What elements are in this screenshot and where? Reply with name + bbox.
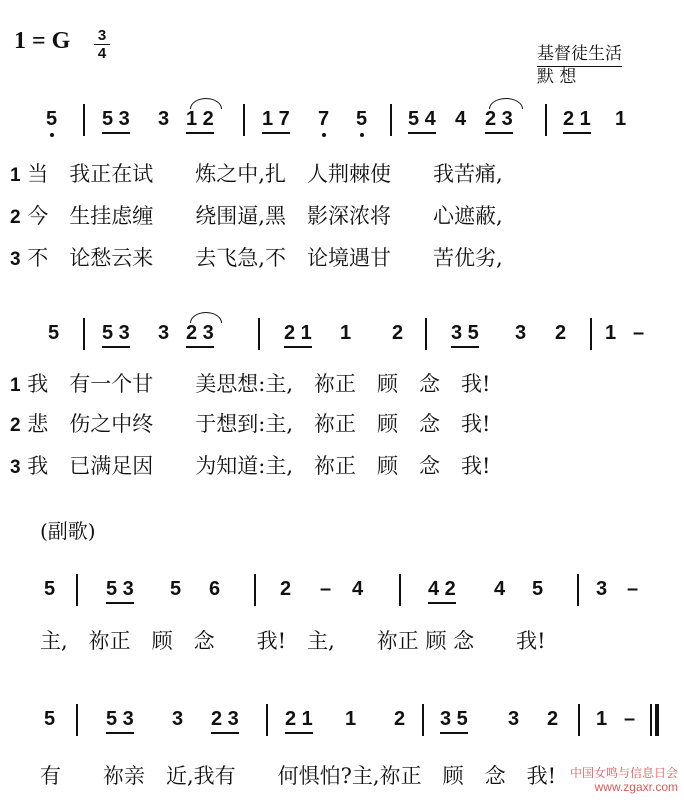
note-group: 5 4 — [408, 108, 436, 134]
final-barline-thick — [655, 704, 659, 736]
music-line-2 — [0, 322, 684, 352]
source-credit — [537, 44, 622, 88]
source-title: 基督徒生活 — [537, 44, 622, 67]
watermark: 中国女鸣与信息日会 www.zgaxr.com — [569, 766, 678, 794]
barline — [425, 318, 427, 350]
verse-3-line-2: 3 我 已满足因 为知道:主, 祢正 顾 念 我! — [10, 454, 491, 478]
barline — [243, 104, 245, 136]
verse-3-line-1: 3 不 论愁云来 去飞急,不 论境遇甘 苦优劣, — [10, 246, 503, 270]
note: 3 — [508, 708, 520, 730]
note: 3 — [158, 322, 170, 344]
music-line-3 — [0, 578, 684, 608]
note-group: 2 1 — [563, 108, 591, 134]
barline — [422, 704, 424, 736]
note: 6 — [209, 578, 221, 600]
note-group: 2 3 — [186, 322, 214, 348]
note-group: 1 7 — [262, 108, 290, 134]
note: 1 — [345, 708, 357, 730]
chorus-lyrics-2: 有 祢亲 近,我有 何惧怕?主,祢正 顾 念 我! — [40, 764, 557, 788]
note: 5 — [44, 578, 56, 600]
verse-2-line-1: 2 今 生挂虑缠 绕围逼,黑 影深浓将 心遮蔽, — [10, 204, 503, 228]
note: 4 — [455, 108, 467, 130]
barline — [76, 704, 78, 736]
note: 3 — [158, 108, 170, 130]
note-group: 1 2 — [186, 108, 214, 134]
note: 5 — [46, 108, 58, 130]
dash: – — [320, 578, 332, 600]
chorus-lyrics-1: 主, 祢正 顾 念 我! 主, 祢正 顾 念 我! — [40, 629, 546, 653]
barline — [399, 574, 401, 606]
note: 5 — [48, 322, 60, 344]
note: 2 — [392, 322, 404, 344]
time-denominator: 4 — [97, 45, 107, 62]
time-numerator: 3 — [97, 27, 107, 44]
note: 2 — [555, 322, 567, 344]
barline — [258, 318, 260, 350]
note-group: 2 1 — [285, 708, 313, 734]
music-line-1 — [0, 108, 684, 138]
note: 3 — [515, 322, 527, 344]
note: 2 — [547, 708, 559, 730]
note: 5 — [532, 578, 544, 600]
note-group: 3 5 — [440, 708, 468, 734]
key-signature: 1 = G — [14, 28, 71, 54]
note: 3 — [172, 708, 184, 730]
note: 5 — [44, 708, 56, 730]
barline — [76, 574, 78, 606]
note: 2 — [394, 708, 406, 730]
note: 3 — [596, 578, 608, 600]
note: 7 — [318, 108, 330, 130]
note-group: 5 3 — [102, 322, 130, 348]
barline — [254, 574, 256, 606]
final-barline-thin — [650, 704, 652, 736]
dash: – — [624, 708, 636, 730]
source-author: 默 想 — [537, 67, 577, 87]
note: 1 — [615, 108, 627, 130]
note: 4 — [494, 578, 506, 600]
note: 1 — [340, 322, 352, 344]
barline — [390, 104, 392, 136]
barline — [266, 704, 268, 736]
note-group: 3 5 — [451, 322, 479, 348]
verse-1-line-2: 1 我 有一个甘 美思想:主, 祢正 顾 念 我! — [10, 372, 491, 396]
note: 1 — [596, 708, 608, 730]
dash: – — [627, 578, 639, 600]
music-line-4 — [0, 708, 684, 738]
barline — [83, 318, 85, 350]
barline — [83, 104, 85, 136]
note: 5 — [170, 578, 182, 600]
note: 1 — [605, 322, 617, 344]
time-signature — [94, 28, 110, 61]
chorus-label: (副歌) — [40, 519, 96, 543]
note-group: 5 3 — [102, 108, 130, 134]
note: 5 — [356, 108, 368, 130]
note-group: 5 3 — [106, 578, 134, 604]
note-group: 2 1 — [284, 322, 312, 348]
note: 4 — [352, 578, 364, 600]
barline — [545, 104, 547, 136]
note: 2 — [280, 578, 292, 600]
barline — [577, 574, 579, 606]
verse-1-line-1: 1 当 我正在试 炼之中,扎 人荆棘使 我苦痛, — [10, 162, 503, 186]
verse-2-line-2: 2 悲 伤之中终 于想到:主, 祢正 顾 念 我! — [10, 412, 491, 436]
dash: – — [633, 322, 645, 344]
note-group: 2 3 — [211, 708, 239, 734]
barline — [590, 318, 592, 350]
note-group: 5 3 — [106, 708, 134, 734]
note-group: 4 2 — [428, 578, 456, 604]
barline — [578, 704, 580, 736]
note-group: 2 3 — [485, 108, 513, 134]
